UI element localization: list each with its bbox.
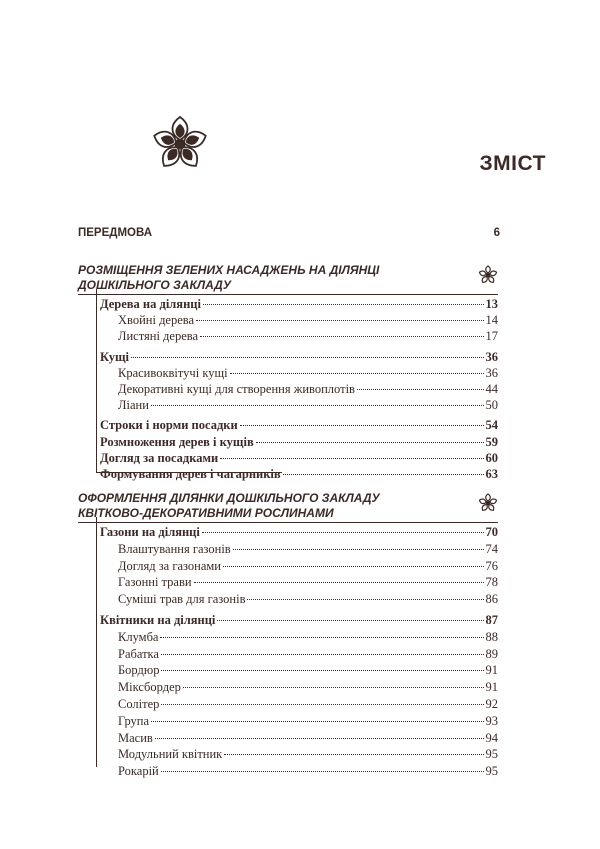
toc-entry-label: Декоративні кущі для створення живоплотів	[118, 382, 355, 396]
toc-entry-page: 36	[485, 366, 498, 380]
toc-entry-page: 74	[485, 542, 498, 556]
toc-entry-label: Строки і норми посадки	[100, 418, 238, 432]
dot-leader	[131, 357, 483, 358]
dot-leader	[220, 458, 483, 459]
toc-entry-page: 93	[485, 714, 498, 728]
toc-entry-page: 59	[485, 435, 498, 449]
toc-entry-page: 95	[485, 747, 498, 761]
toc-entry-label: Дерева на ділянці	[100, 297, 201, 311]
toc-entry[interactable]	[100, 613, 498, 630]
dot-leader	[151, 721, 483, 722]
preface-label: ПЕРЕДМОВА	[78, 227, 153, 239]
toc-entry-label: Солітер	[118, 697, 160, 711]
toc-entry-page: 50	[485, 398, 498, 412]
toc-entry[interactable]	[118, 731, 498, 748]
toc-entry[interactable]	[118, 313, 498, 330]
dot-leader	[240, 425, 484, 426]
dot-leader	[151, 405, 484, 406]
dot-leader	[161, 670, 483, 671]
toc-entry-label: Догляд за газонами	[118, 559, 221, 573]
toc-entry[interactable]	[100, 435, 498, 452]
toc-entry[interactable]	[118, 747, 498, 764]
toc-entry-page: 63	[485, 467, 498, 481]
toc-entry-page: 70	[485, 525, 498, 539]
preface-page: 6	[493, 227, 500, 239]
dot-leader	[357, 389, 484, 390]
toc-entry-label: Догляд за посадками	[100, 451, 219, 465]
toc-entry-label: Влаштування газонів	[118, 542, 231, 556]
toc-entry-label: Хвойні дерева	[118, 313, 195, 327]
toc-entry-page: 17	[485, 329, 498, 343]
dot-leader	[161, 654, 484, 655]
dot-leader	[256, 442, 484, 443]
toc-entry[interactable]	[100, 297, 498, 314]
toc-entry-page: 60	[485, 451, 498, 465]
toc-entry[interactable]	[100, 350, 498, 367]
toc-entry[interactable]	[118, 680, 498, 697]
dot-leader	[200, 336, 483, 337]
toc-entry[interactable]	[118, 592, 498, 609]
toc-entry-label: Ліани	[118, 398, 149, 412]
toc-entry-label: Бордюр	[118, 663, 160, 677]
toc-entry[interactable]	[118, 542, 498, 559]
section-heading-line: ОФОРМЛЕННЯ ДІЛЯНКИ ДОШКІЛЬНОГО ЗАКЛАДУ	[78, 491, 380, 505]
toc-entry-label: Листяні дерева	[118, 329, 199, 343]
toc-entry-label: Формування дерев і чагарників	[100, 467, 281, 481]
section-heading-line: РОЗМІЩЕННЯ ЗЕЛЕНИХ НАСАДЖЕНЬ НА ДІЛЯНЦІ	[78, 263, 380, 277]
dot-leader	[155, 738, 484, 739]
toc-entry-page: 91	[485, 680, 498, 694]
dot-leader	[196, 320, 483, 321]
toc-entry-page: 36	[485, 350, 498, 364]
toc-entry[interactable]	[100, 451, 498, 468]
toc-entry-page: 44	[485, 382, 498, 396]
dot-leader	[230, 373, 484, 374]
toc-entry[interactable]	[118, 697, 498, 714]
dot-leader	[202, 532, 484, 533]
dot-leader	[160, 637, 483, 638]
toc-entry-page: 76	[485, 559, 498, 573]
toc-entry[interactable]	[118, 663, 498, 680]
dot-leader	[183, 687, 484, 688]
dot-leader	[224, 754, 483, 755]
toc-entry-page: 86	[485, 592, 498, 606]
dot-leader	[283, 474, 484, 475]
toc-entry-label: Група	[118, 714, 150, 728]
toc-entry[interactable]	[118, 714, 498, 731]
toc-entry[interactable]	[118, 630, 498, 647]
toc-entry-label: Суміші трав для газонів	[118, 592, 246, 606]
toc-entry[interactable]	[118, 575, 498, 592]
toc-entry[interactable]	[118, 366, 498, 383]
toc-entry[interactable]	[118, 329, 498, 346]
page-title: ЗМІСТ	[479, 152, 546, 175]
toc-entry[interactable]	[100, 467, 498, 484]
toc-entry[interactable]	[118, 559, 498, 576]
dot-leader	[161, 771, 484, 772]
toc-entry-page: 89	[485, 647, 498, 661]
toc-entry-label: Масив	[118, 731, 153, 745]
toc-entry[interactable]	[100, 525, 498, 542]
toc-entry-page: 54	[485, 418, 498, 432]
toc-entry-label: Квітники на ділянці	[100, 613, 216, 627]
toc-entry-page: 78	[485, 575, 498, 589]
section-heading-line: ДОШКІЛЬНОГО ЗАКЛАДУ	[78, 278, 498, 295]
toc-entry-page: 14	[485, 313, 498, 327]
section-heading-line: КВІТКОВО-ДЕКОРАТИВНИМИ РОСЛИНАМИ	[78, 506, 498, 523]
dot-leader	[233, 549, 484, 550]
toc-entry-label: Рокарій	[118, 764, 159, 778]
toc-entry-page: 92	[485, 697, 498, 711]
toc-entry-page: 88	[485, 630, 498, 644]
dot-leader	[247, 599, 483, 600]
toc-entry-label: Красивоквітучі кущі	[118, 366, 228, 380]
dot-leader	[223, 566, 484, 567]
toc-entry-page: 95	[485, 764, 498, 778]
toc-entry-label: Модульний квітник	[118, 747, 223, 761]
toc-entry-page: 87	[485, 613, 498, 627]
toc-entry-page: 13	[485, 297, 498, 311]
dot-leader	[217, 620, 483, 621]
toc-entry-page: 91	[485, 663, 498, 677]
toc-entry[interactable]	[118, 647, 498, 664]
dot-leader	[203, 304, 484, 305]
toc-entry-page: 94	[485, 731, 498, 745]
toc-entry[interactable]	[118, 382, 498, 399]
toc-entry-label: Розмноження дерев і кущів	[100, 435, 254, 449]
dot-leader	[194, 582, 484, 583]
toc-entry[interactable]	[118, 764, 498, 781]
toc-entry-label: Рабатка	[118, 647, 159, 661]
dot-leader	[161, 704, 483, 705]
toc-entry-label: Клумба	[118, 630, 159, 644]
toc-entry-label: Газони на ділянці	[100, 525, 200, 539]
toc-entry-label: Міксбордер	[118, 680, 181, 694]
toc-entry-label: Газонні трави	[118, 575, 192, 589]
toc-entry-label: Кущі	[100, 350, 130, 364]
toc-entry[interactable]	[100, 418, 498, 435]
toc-entry[interactable]	[118, 398, 498, 415]
